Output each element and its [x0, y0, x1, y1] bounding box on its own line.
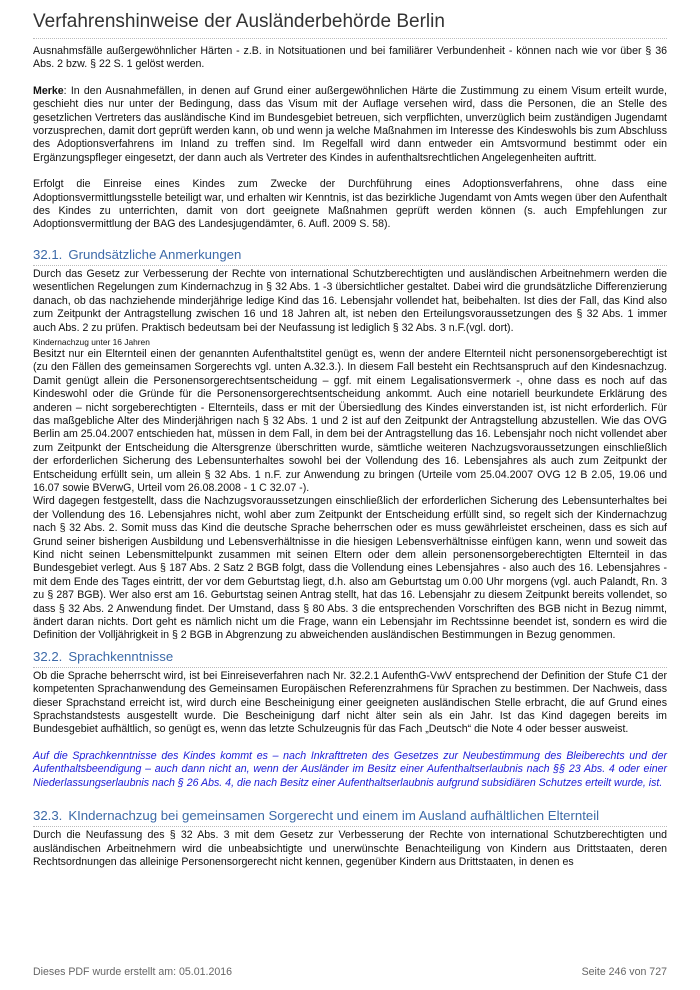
merke-paragraph [33, 85, 667, 165]
page-number: Seite 246 von 727 [581, 966, 667, 978]
section-paragraph: Ob die Sprache beherrscht wird, ist bei Einreiseverfahren nach Nr. 32.2.1 AufenthG-VwV entsprechend der Definition der Stufe C1 der kompetenten Sprachanwendung des Gemeinsamen Europäischen Referenzrahmens für Sprachen zu bestimmen. Der Nachweis, dass dieser Sprachstand erreicht ist, wird durch eine Bescheinigung einer geeigneten ausländischen Stelle erbracht, die auf Grund eines Sprachstandstests ausgestellt wurde. Die Bescheinigung darf nicht älter sein als ein Jahr. Ist das Kind dagegen bereits im Bundesgebiet aufhältlich, so genügt es, wenn das letzte Schulzeugnis für das Fach „Deutsch“ die Note 4 oder besser ausweist. [33, 669, 667, 736]
page-footer [33, 966, 667, 978]
document-page [33, 10, 667, 869]
section-number: 32.2. [33, 648, 63, 664]
section-paragraph: Durch die Neufassung des § 32 Abs. 3 mit dem Gesetz zur Verbesserung der Rechte von international Schutzberechtigten und ausländischen Arbeitnehmern wird die unbeabsichtigte und unerwünschte Benachteiligung von Kindern aus Drittstaaten, deren Rechtsordnungen das alleinige Personensorgerecht nicht kennen, gegenüber Kindern aus Drittstaaten, in denen es [33, 829, 667, 868]
section-title: Grundsätzliche Anmerkungen [68, 246, 242, 262]
section-title: KIndernachzug bei gemeinsamen Sorgerecht und einem im Ausland aufhältlichen Elternteil [68, 808, 600, 824]
section-paragraph: Besitzt nur ein Elternteil einen der genannten Aufenthaltstitel genügt es, wenn der andere Elternteil nicht personensorgeberechtigt ist (zu den Fällen des gemeinsamen Sorgerechts vgl. unten A.32.3.). In diesem Fall besteht ein Rechtsanspruch auf den Kindesnachzug. Damit genügt allein die Personensorgerechtsentscheidung – ggf. mit einem Legalisationsvermerk -, ohne dass es noch auf das Kindeswohl oder die Gründe für die Personensorgerechtsentscheidung ankommt. Auch eine notariell beurkundete Erklärung des anderen – nicht sorgeberechtigten - Elternteils, dass er mit der Übersiedlung des Kindes einverstanden ist, ist nicht erforderlich. Für das maßgebliche Alter des Minderjährigen nach § 32 Abs. 1 und 2 ist auf den Zeitpunkt der Antragstellung abzustellen. Wie das OVG Berlin am 25.04.2007 entschieden hat, müssen in dem Fall, in dem bei der Antragstellung das 16. Lebensjahr noch nicht vollendet aber zum Zeitpunkt der Entscheidung die Altersgrenze überschritten wurde, sämtliche weiteren Nachzugsvoraussetzungen einschließlich der erforderlichen Sicherung des Lebensunterhaltes sowohl bei der Vollendung des 16. Lebensjahres als auch zum Zeitpunkt der Entscheidung erfüllt sein, um allein § 32 Abs. 1 n.F. zur Anwendung zu bringen (Urteile vom 25.04.2007 OVG 12 B 2.05, 19.06 und 16.07 sowie BVerwG, Urteil vom 26.08.2008 - 1 C 32.07 -). [33, 347, 667, 494]
page-title: Verfahrenshinweise der Ausländerbehörde Berlin [33, 10, 667, 39]
section-paragraph: Wird dagegen festgestellt, dass die Nachzugsvoraussetzungen einschließlich der erforderlichen Sicherung des Lebensunterhaltes bei der Vollendung des 16. Lebensjahres nicht, wohl aber zum Zeitpunkt der Entscheidung erfüllt sind, so regelt sich der Kindernachzug nach § 32 Abs. 2. Somit muss das Kind die deutsche Sprache beherrschen oder es muss gewährleistet erscheinen, dass es sich auf Grund seiner bisherigen Ausbildung und Lebensverhältnisse in die hiesigen Lebensverhältnisse einfügen kann, wenn und soweit das Kind nicht seinen Lebensmittelpunkt zusammen mit seinen Eltern oder dem allein personensorgeberechtigten Elternteil in das Bundesgebiet verlegt. Aus § 187 Abs. 2 Satz 2 BGB folgt, dass die Vollendung eines Lebensjahres - also auch des 16. Lebensjahres - mit dem Ende des Tages eintritt, der vor dem Geburtstag liegt, d.h. also am Geburtstag um 0.00 Uhr morgens (vgl. auch Palandt, Rn. 3 zu § 287 BGB). Wer also erst am 16. Geburtstag seinen Antrag stellt, hat das 16. Lebensjahr zu diesem Zeitpunkt bereits vollendet, so dass § 32 Abs. 2 Anwendung findet. Der Umstand, dass § 80 Abs. 3 die entsprechenden Vorschriften des BGB nicht in Bezug nimmt, ändert daran nichts. Dort geht es nämlich nicht um die Frage, wann ein Lebensjahr im Rechtssinne beendet ist, sondern es wird die Definition der Volljährigkeit in § 2 BGB in Abgrenzung zu abweichenden ausländischen Bestimmungen in Bezug genommen. [33, 495, 667, 642]
subheading: Kindernachzug unter 16 Jahren [33, 336, 150, 347]
section-heading-32-2 [33, 649, 667, 668]
merke-text: : In den Ausnahmefällen, in denen auf Grund einer außergewöhnlichen Härte die Zustimmung zu einem Visum erteilt wurde, geschieht dies nur unter der Bedingung, dass das Visum mit der Auflage versehen wird, dass die Personen, die an Stelle des gesetzlichen Vertreters das ausländische Kind im Bundesgebiet betreuen, sich verpflichten, unverzüglich beim zuständigen Jugendamt vorzusprechen, damit dort geprüft werden kann, ob und wenn ja welche Maßnahmen im Interesse des Kindeswohls bis zum Abschluss des Adoptionsverfahrens im Inland zu treffen sind. Im Regelfall wird dann entweder ein Amtsvormund bestimmt oder ein Ergänzungspfleger eingesetzt, der dann auch als Vertreter des Kindes in aufenthaltsrechtlichen Angelegenheiten auftritt. [33, 84, 667, 164]
adoption-paragraph: Erfolgt die Einreise eines Kindes zum Zwecke der Durchführung eines Adoptionsverfahrens, ohne dass eine Adoptionsvermittlungsstelle beteiligt war, und erhalten wir Kenntnis, ist das bezirkliche Jugendamt von Amts wegen über den Aufenthalt des Kindes zu unterrichten, damit von dort geeignete Maßnahmen geprüft werden können (s. auch Empfehlungen zur Adoptionsvermittlung der BAG des Landesjugendämter, 6. Aufl. 2009 S. 58). [33, 178, 667, 231]
section-heading-32-3 [33, 808, 667, 827]
merke-label: Merke [33, 84, 64, 97]
section-paragraph: Durch das Gesetz zur Verbesserung der Rechte von international Schutzberechtigten und ausländischen Arbeitnehmern werden die wesentlichen Regelungen zum Kindernachzug in § 32 Abs. 1 -3 übersichtlicher gestaltet. Dabei wird die grundsätzliche Differenzierung danach, ob das nachziehende minderjährige ledige Kind das 16. Lebensjahr vollendet hat, beibehalten. Ist dies der Fall, das Kind also zum Zeitpunkt der Antragstellung zwischen 16 und 18 Jahren alt, ist neben den Erteilungsvoraussetzungen des § 32 Abs. 1 immer auch Abs. 2 zu prüfen. Praktisch bedeutsam bei der Neufassung ist lediglich § 32 Abs. 3 n.F.(vgl. dort). [33, 267, 667, 334]
section-heading-32-1 [33, 247, 667, 266]
section-number: 32.3. [33, 808, 63, 824]
section-title: Sprachkenntnisse [68, 648, 174, 664]
creation-date: Dieses PDF wurde erstellt am: 05.01.2016 [33, 966, 233, 978]
section-number: 32.1. [33, 246, 63, 262]
highlighted-note: Auf die Sprachkenntnisse des Kindes kommt es – nach Inkrafttreten des Gesetzes zur Neubestimmung des Bleiberechts und der Aufenthaltsbeendigung – auch dann nicht an, wenn der Ausländer im Besitz einer Aufenthaltserlaubnis nach §§ 23 Abs. 4 oder einer Niederlassungserlaubnis nach § 26 Abs. 4, die nach Besitz einer Aufenthaltserlaubnis aufgrund subsidiären Schutzes erteilt wurde, ist. [33, 749, 667, 789]
intro-paragraph: Ausnahmsfälle außergewöhnlicher Härten - z.B. in Notsituationen und bei familiärer Verbundenheit - können nach wie vor über § 36 Abs. 2 bzw. § 22 S. 1 gelöst werden. [33, 45, 667, 71]
